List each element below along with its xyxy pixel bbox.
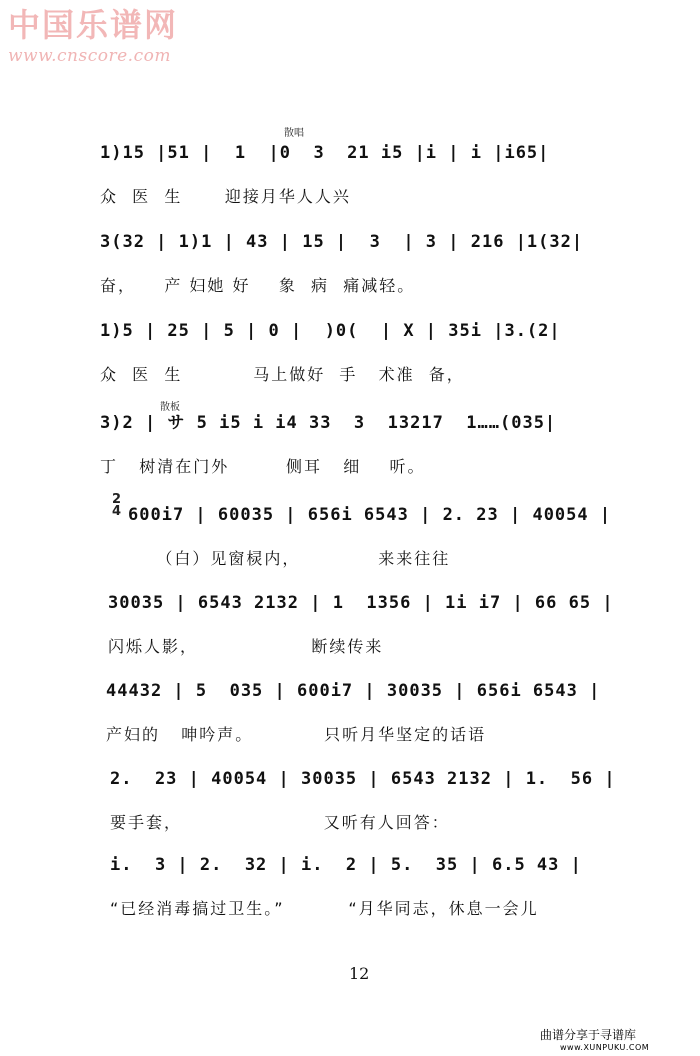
notation-line: 30035 | 6543 2132 | 1 1356 | 1i i7 | 66 65 | <box>108 593 614 613</box>
notation-line: 3(32 | 1)1 | 43 | 15 | 3 | 3 | 216 |1(32| <box>100 232 584 252</box>
lyric-line: 产妇的 呻吟声。 只听月华坚定的话语 <box>106 725 487 744</box>
credit-url: www.XUNPUKU.COM <box>560 1043 650 1052</box>
lyric-line: 众 医 生 马上做好 手 术准 备， <box>100 365 465 384</box>
notation-line: 600i7 | 60035 | 656i 6543 | 2. 23 | 40054 | <box>128 505 612 525</box>
lyric-line: 丁 树清在门外 侧耳 细 听。 <box>100 457 426 476</box>
notation-line: 3)2 | サ 5 i5 i i4 33 3 13217 1……(035| <box>100 413 557 433</box>
time-sig-top: 2 <box>112 492 122 507</box>
notation-line: 1)5 | 25 | 5 | 0 | )0( | X | 35i |3.(2| <box>100 321 561 341</box>
notation-line: 2. 23 | 40054 | 30035 | 6543 2132 | 1. 56 | <box>110 769 616 789</box>
watermark <box>8 6 208 66</box>
watermark-title: 中国乐谱网 <box>8 6 179 44</box>
lyric-line: 奋， 产 妇她 好 象 病 痛减轻。 <box>100 276 416 295</box>
sanchang-marking: 散唱 <box>284 128 304 139</box>
credit-text: 曲谱分享于寻谱库 <box>540 1028 637 1042</box>
lyric-line: （白）见窗棂内， 来来往往 <box>128 549 451 568</box>
time-signature <box>112 494 121 518</box>
lyric-line: “已经消毒搞过卫生。” “月华同志，休息一会儿 <box>110 899 539 918</box>
lyric-line: 要手套， 又听有人回答： <box>110 813 450 832</box>
notation-line: i. 3 | 2. 32 | i. 2 | 5. 35 | 6.5 43 | <box>110 855 582 875</box>
time-sig-bottom: 4 <box>112 504 122 519</box>
notation-line: 44432 | 5 035 | 600i7 | 30035 | 656i 6543 | <box>106 681 601 701</box>
lyric-line: 闪烁人影， 断续传来 <box>108 637 384 656</box>
notation-line: 1)15 |51 | 1 |0 3 21 i5 |i | i |i65| <box>100 143 550 163</box>
lyric-line: 众 医 生 迎接月华人人兴 <box>100 187 351 206</box>
page-number: 12 <box>349 964 370 983</box>
watermark-url: www.cnscore.com <box>8 46 171 66</box>
sanban-marking: 散板 <box>160 402 180 413</box>
